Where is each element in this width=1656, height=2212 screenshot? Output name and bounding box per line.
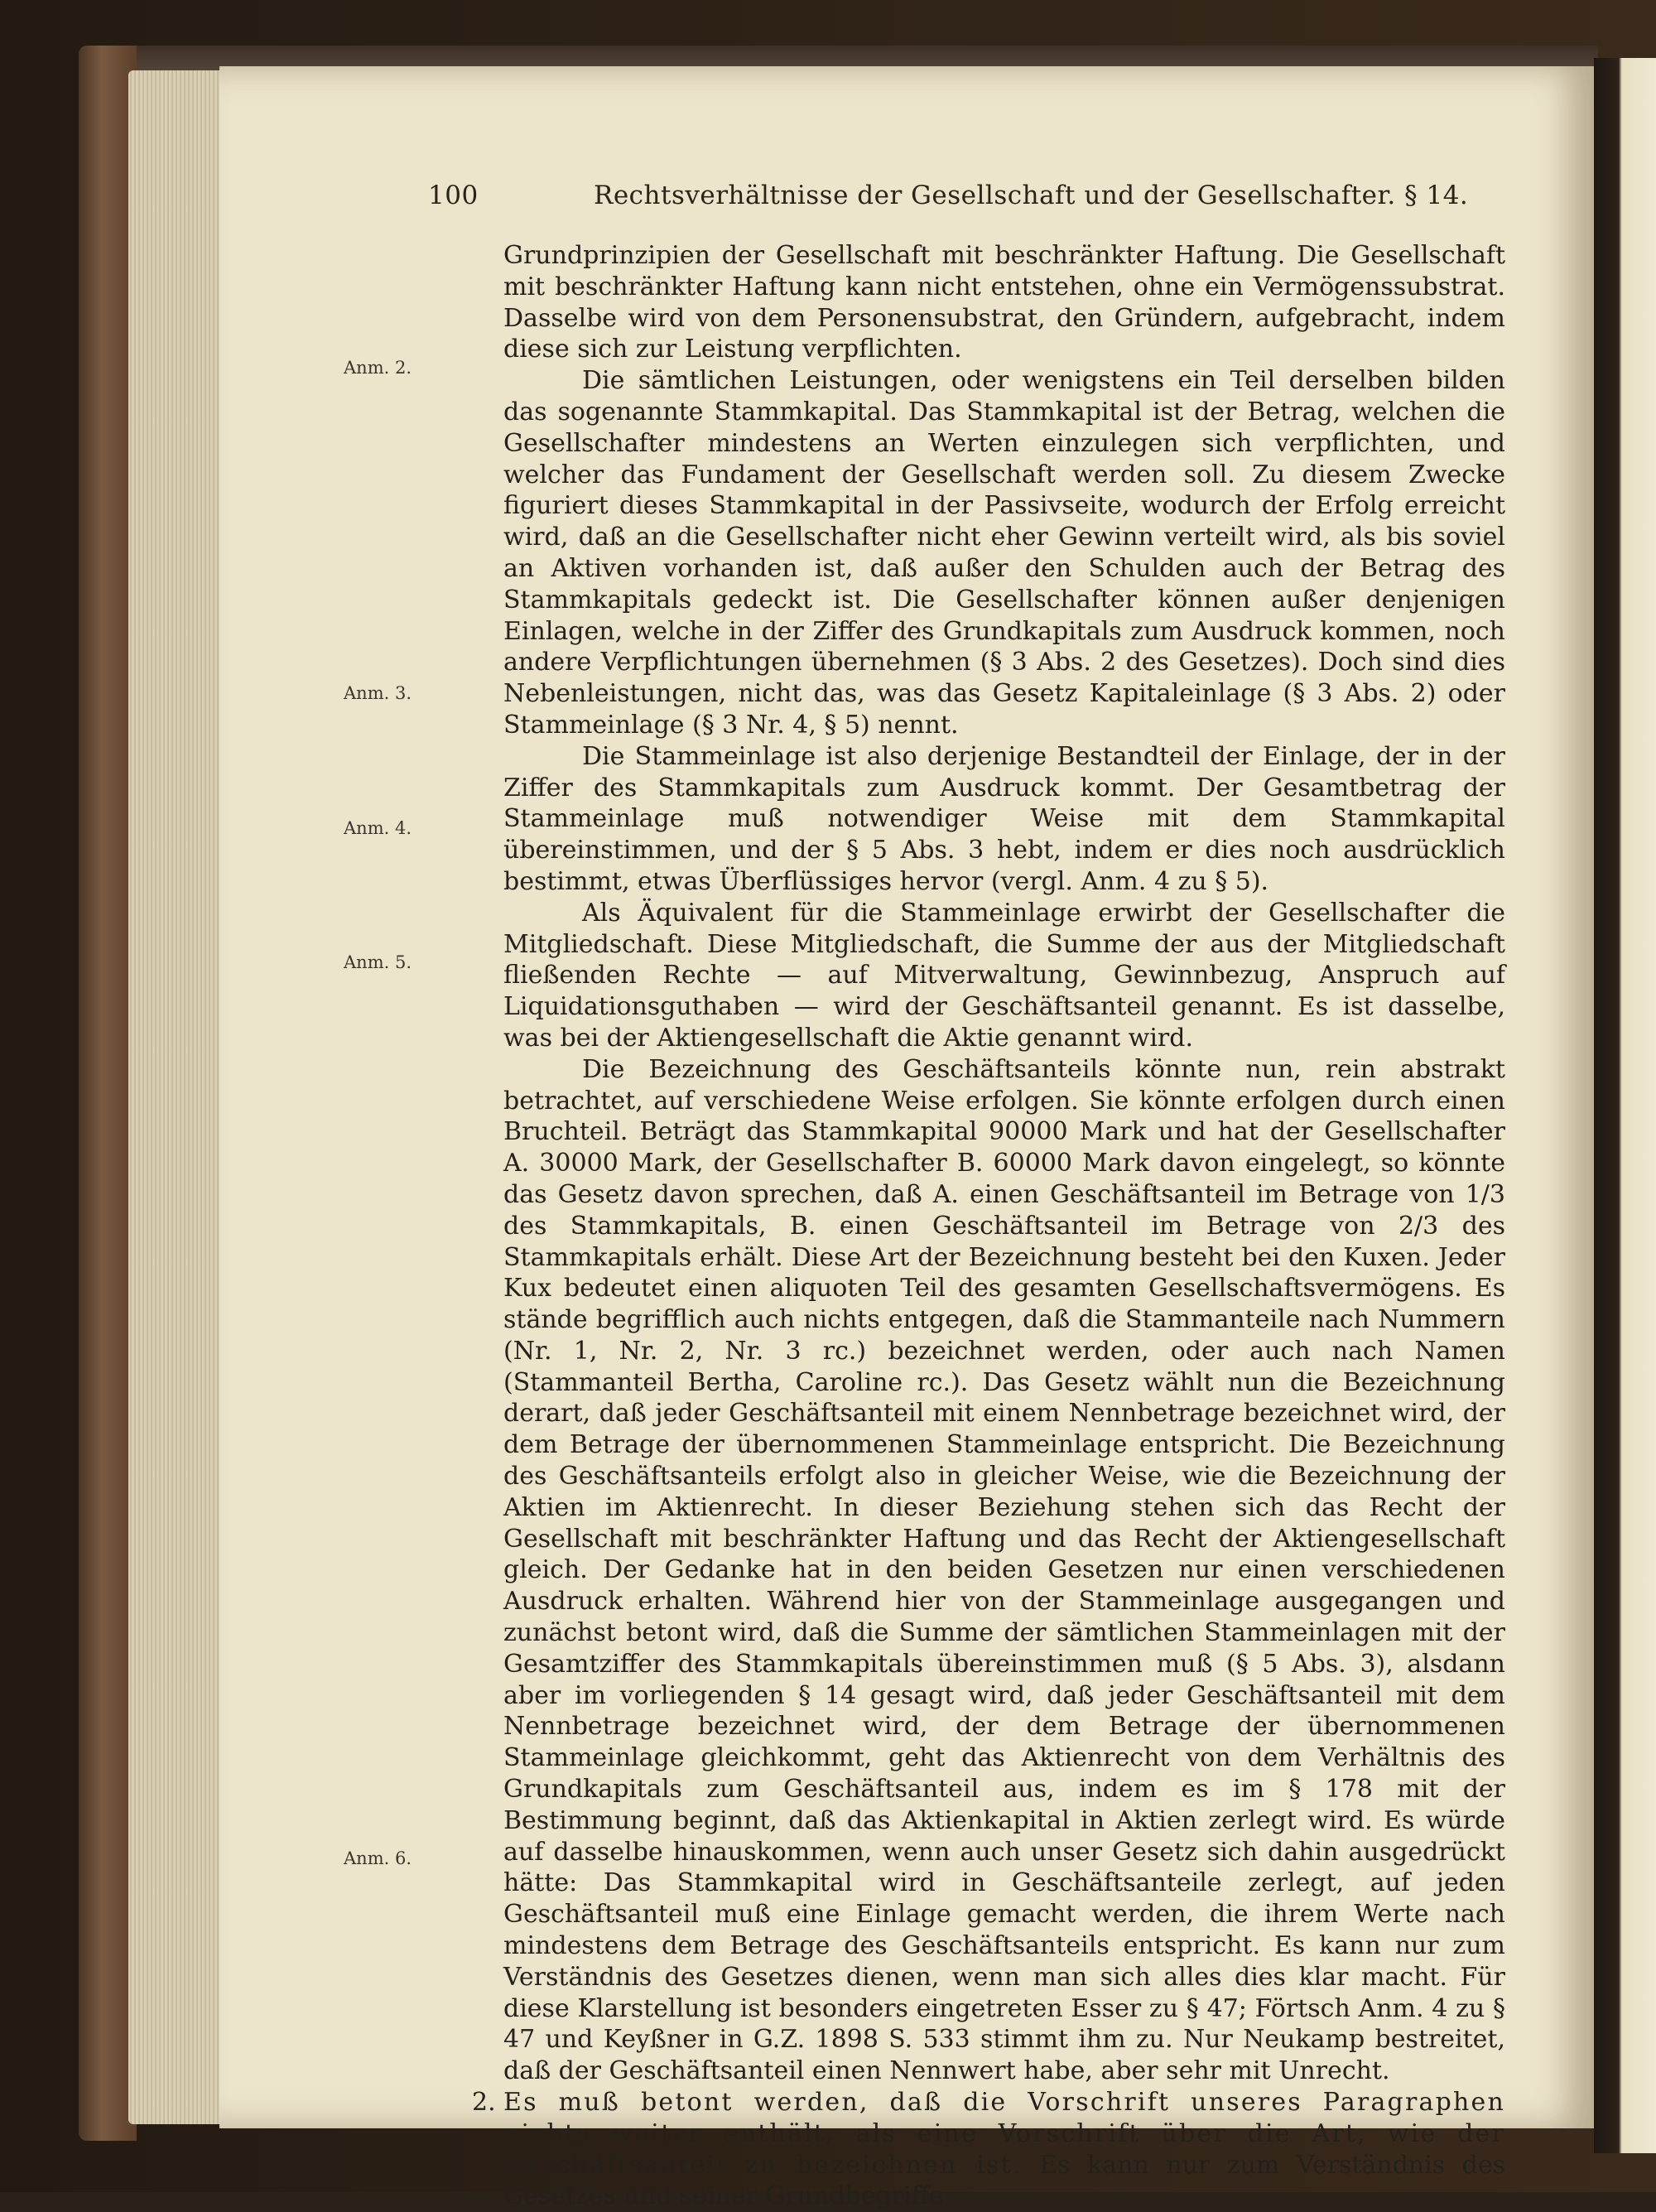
paragraph-continuation: Es kann nur zum Verständnis des Gesetzes und seiner Grundbegriffe: [503, 2150, 1505, 2211]
paragraph-anm-6: [472, 2087, 1505, 2212]
margin-note-anm-2: Anm. 2.: [344, 358, 412, 378]
margin-note-anm-5: Anm. 5.: [344, 952, 412, 972]
margin-note-anm-3: Anm. 3.: [344, 683, 412, 703]
body-text: [472, 240, 1505, 2212]
page-number: 100: [428, 181, 479, 210]
paragraph-anm-3: Die Stammeinlage ist also derjenige Bestandteil der Einlage, der in der Ziffer des Stammkapitals zum Ausdruck kommt. Der Gesamtbetrag der Stammeinlage muß notwendiger Weise mit dem Stammkapital übereinstimmen, und der § 5 Abs. 3 hebt, indem er dies noch ausdrücklich bestimmt, etwas Überflüssiges hervor (vergl. Anm. 4 zu § 5).: [503, 741, 1505, 896]
page-header: [428, 177, 1504, 219]
paragraph-number: 2.: [472, 2088, 496, 2118]
margin-note-anm-6: Anm. 6.: [344, 1848, 412, 1868]
facing-page-edge: [1594, 58, 1656, 2153]
paragraph-anm-2: Die sämtlichen Leistungen, oder wenigstens ein Teil derselben bilden das sogenannte Stammkapital. Das Stammkapital ist der Betrag, welchen die Gesellschafter mindestens an Werten einzulegen sich verpflichten, und welcher das Fundament der Gesellschaft werden soll. Zu diesem Zwecke figuriert dieses Stammkapital in der Passivseite, wodurch der Erfolg erreicht wird, daß an die Gesellschafter nicht eher Gewinn verteilt wird, als bis soviel an Aktiven vorhanden ist, daß außer den Schulden auch der Betrag des Stammkapitals gedeckt ist. Die Gesellschafter können außer denjenigen Einlagen, welche in der Ziffer des Grundkapitals zum Ausdruck kommen, noch andere Verpflichtungen übernehmen (§ 3 Abs. 2 des Gesetzes). Doch sind dies Nebenleistungen, nicht das, was das Gesetz Kapitaleinlage (§ 3 Abs. 2) oder Stammeinlage (§ 3 Nr. 4, § 5) nennt.: [503, 366, 1505, 740]
paragraph-intro: Grundprinzipien der Gesellschaft mit beschränkter Haftung. Die Gesellschaft mit beschränkter Haftung kann nicht entstehen, ohne ein Vermögenssubstrat. Dasselbe wird von dem Personensubstrat, den Gründern, aufgebracht, indem diese sich zur Leistung verpflichten.: [503, 241, 1505, 364]
margin-note-anm-4: Anm. 4.: [344, 818, 412, 838]
page-edges: [128, 70, 224, 2124]
paragraph-anm-5: Die Bezeichnung des Geschäftsanteils könnte nun, rein abstrakt betrachtet, auf verschiedene Weise erfolgen. Sie könnte erfolgen durch einen Bruchteil. Beträgt das Stammkapital 90000 Mark und hat der Gesellschafter A. 30000 Mark, der Gesellschafter B. 60000 Mark davon eingelegt, so könnte das Gesetz davon sprechen, daß A. einen Geschäftsanteil im Betrage von 1/3 des Stammkapitals, B. einen Geschäftsanteil im Betrage von 2/3 des Stammkapitals erhält. Diese Art der Bezeichnung besteht bei den Kuxen. Jeder Kux bedeutet einen aliquoten Teil des gesamten Gesellschaftsvermögens. Es stände begrifflich auch nichts entgegen, daß die Stammanteile nach Nummern (Nr. 1, Nr. 2, Nr. 3 rc.) bezeichnet werden, oder auch nach Namen (Stammanteil Bertha, Caroline rc.). Das Gesetz wählt nun die Bezeichnung derart, daß jeder Geschäftsanteil mit einem Nennbetrage bezeichnet wird, der dem Betrage der übernommenen Stammeinlage entspricht. Die Bezeichnung des Geschäftsanteils erfolgt also in gleicher Weise, wie die Bezeichnung der Aktien im Aktienrecht. In dieser Beziehung stehen sich das Recht der Gesellschaft mit beschränkter Haftung und das Recht der Aktiengesellschaft gleich. Der Gedanke hat in den beiden Gesetzen nur einen verschiedenen Ausdruck erhalten. Während hier von der Stammeinlage ausgegangen und zunächst betont wird, daß die Summe der sämtlichen Stammeinlagen mit der Gesamtziffer des Stammkapitals übereinstimmen muß (§ 5 Abs. 3), alsdann aber im vorliegenden § 14 gesagt wird, daß jeder Geschäftsanteil mit dem Nennbetrage bezeichnet wird, der dem Betrage der übernommenen Stammeinlage gleichkommt, geht das Aktienrecht von dem Verhältnis des Grundkapitals zum Geschäftsanteil aus, indem es im § 178 mit der Bestimmung beginnt, daß das Aktienkapital in Aktien zerlegt wird. Es würde auf dasselbe hinauskommen, wenn auch unser Gesetz sich dahin ausgedrückt hätte: Das Stammkapital wird in Geschäftsanteile zerlegt, auf jeden Geschäftsanteil muß eine Einlage gemacht werden, die ihrem Werte nach mindestens dem Betrage des Geschäftsanteils entspricht. Es kann nur zum Verständnis des Gesetzes dienen, wenn man sich alles dies klar macht. Für diese Klarstellung ist besonders eingetreten Esser zu § 47; Förtsch Anm. 4 zu § 47 und Keyßner in G.Z. 1898 S. 533 stimmt ihm zu. Nur Neukamp bestreitet, daß der Geschäftsanteil einen Nennwert habe, aber sehr mit Unrecht.: [503, 1054, 1505, 2086]
emphasized-text: Es muß betont werden, daß die Vorschrift unseres Paragraphen nichts weiter enthält, als eine Vorschrift über die Art, wie der Geschäftsanteil zu bezeichnen ist.: [503, 2088, 1505, 2180]
running-head: Rechtsverhältnisse der Gesellschaft und der Gesellschafter. § 14.: [594, 181, 1469, 210]
paragraph-anm-4: Als Äquivalent für die Stammeinlage erwirbt der Gesellschafter die Mitgliedschaft. Diese Mitgliedschaft, die Summe der aus der Mitgliedschaft fließenden Rechte — auf Mitverwaltung, Gewinnbezug, Anspruch auf Liquidationsguthaben — wird der Geschäftsanteil genannt. Es ist dasselbe, was bei der Aktiengesellschaft die Aktie genannt wird.: [503, 898, 1505, 1053]
